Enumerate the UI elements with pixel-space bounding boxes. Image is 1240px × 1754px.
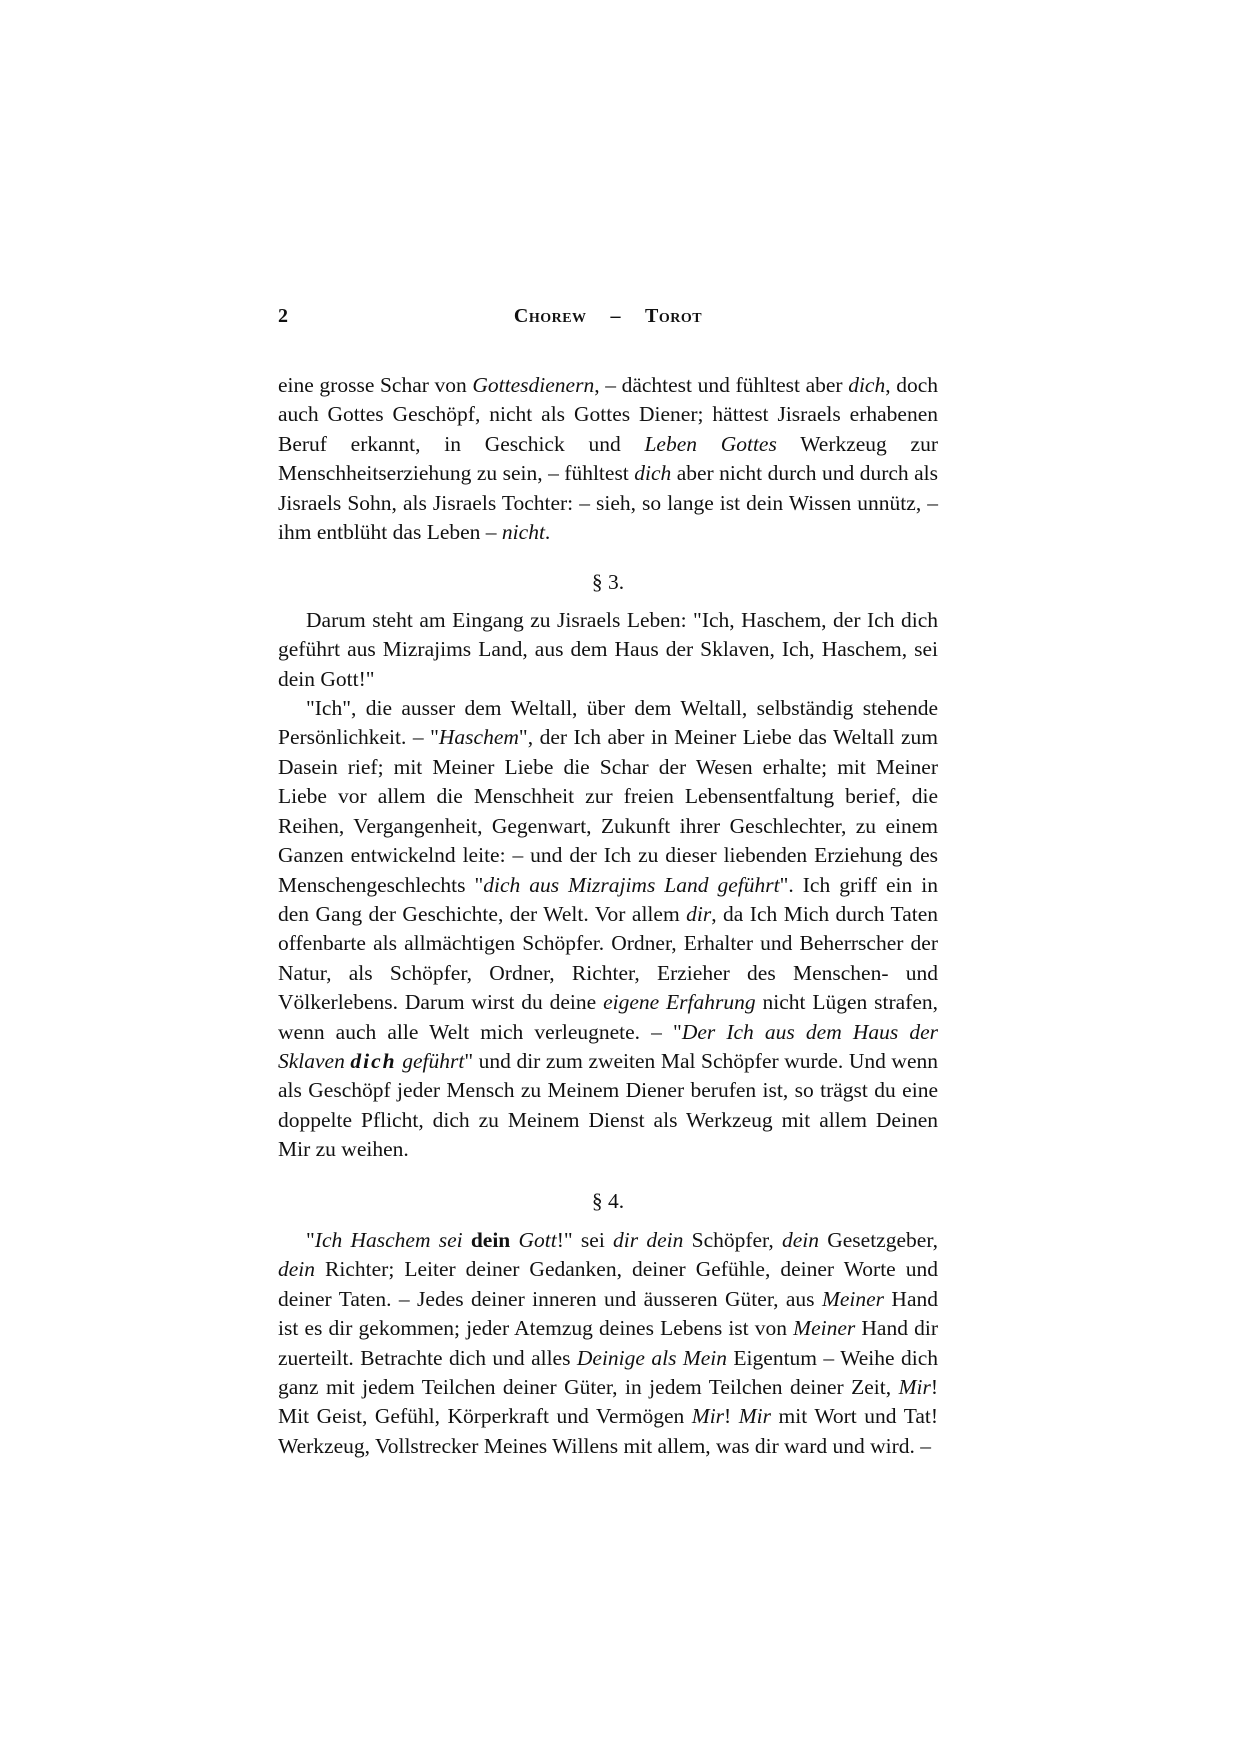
paragraph-3: "Ich", die ausser dem Weltall, über dem Weltall, selbständig stehende Persönlichkeit. – "Haschem", der Ich aber in Meiner Liebe das Weltall zum Dasein rief; mit Meiner Liebe die Schar der Wesen erhalte; mit Meiner Liebe vor allem die Menschheit zur freien Lebensentfaltung berief, die Reihen, Vergangenheit, Gegenwart, Zukunft ihrer Geschlechter, zu einem Ganzen entwickelnd leite: – und der Ich zu dieser liebenden Erziehung des Menschengeschlechts "dich aus Mizrajims Land geführt". Ich griff ein in den Gang der Geschichte, der Welt. Vor allem dir, da Ich Mich durch Taten offenbarte als allmächtigen Schöpfer. Ordner, Erhalter und Beherrscher der Natur, als Schöpfer, Ordner, Richter, Erzieher des Menschen- und Völkerlebens. Darum wirst du deine eigene Erfahrung nicht Lügen strafen, wenn auch alle Welt mich verleugnete. – "Der Ich aus dem Haus der Sklaven dich geführt" und dir zum zweiten Mal Schöpfer wurde. Und wenn als Geschöpf jeder Mensch zu Meinem Diener berufen ist, so trägst du eine doppelte Pflicht, dich zu Meinem Dienst als Werkzeug mit allem Deinen Mir zu weihen. — [278, 696, 938, 1162]
paragraph-2: Darum steht am Eingang zu Jisraels Leben: "Ich, Haschem, der Ich dich geführt aus Mizrajims Land, aus dem Haus der Sklaven, Ich, Haschem, sei dein Gott!" — [278, 607, 938, 691]
running-title — [278, 305, 938, 328]
running-title-right: Torot — [645, 305, 703, 327]
paragraph-1: eine grosse Schar von Gottesdienern, – dächtest und fühltest aber dich, doch auch Gottes Geschöpf, nicht als Gottes Diener; hättest Jisraels erhabenen Beruf erkannt, in Geschick und Leben Gottes Werkzeug zur Menschheitserziehung zu sein, – fühltest dich aber nicht durch und durch als Jisraels Sohn, als Jisraels Tochter: – sieh, so lange ist dein Wissen unnütz, – ihm entblüht das Leben – nicht. — [278, 373, 938, 545]
paragraph-4: "Ich Haschem sei dein Gott!" sei dir dein Schöpfer, dein Gesetzgeber, dein Richter; Leiter deiner Gedanken, deiner Gefühle, deiner Worte und deiner Taten. – Jedes deiner inneren und äusseren Güter, aus Meiner Hand ist es dir gekommen; jeder Atemzug deines Lebens ist von Meiner Hand dir zuerteilt. Betrachte dich und alles Deinige als Mein Eigentum – Weihe dich ganz mit jedem Teilchen deiner Güter, in jedem Teilchen deiner Zeit, Mir! Mit Geist, Gefühl, Körperkraft und Vermögen Mir! Mir mit Wort und Tat! Werkzeug, Vollstrecker Meines Willens mit allem, was dir ward und wird. – — [278, 1227, 939, 1458]
section-heading-4: § 4. — [591, 1188, 625, 1213]
running-header — [278, 305, 938, 335]
running-title-dash: – — [610, 305, 622, 327]
running-title-left: Chorew — [513, 305, 587, 327]
page-number: 2 — [278, 305, 288, 327]
section-heading-3: § 3. — [591, 570, 625, 595]
page-body — [278, 371, 938, 1461]
